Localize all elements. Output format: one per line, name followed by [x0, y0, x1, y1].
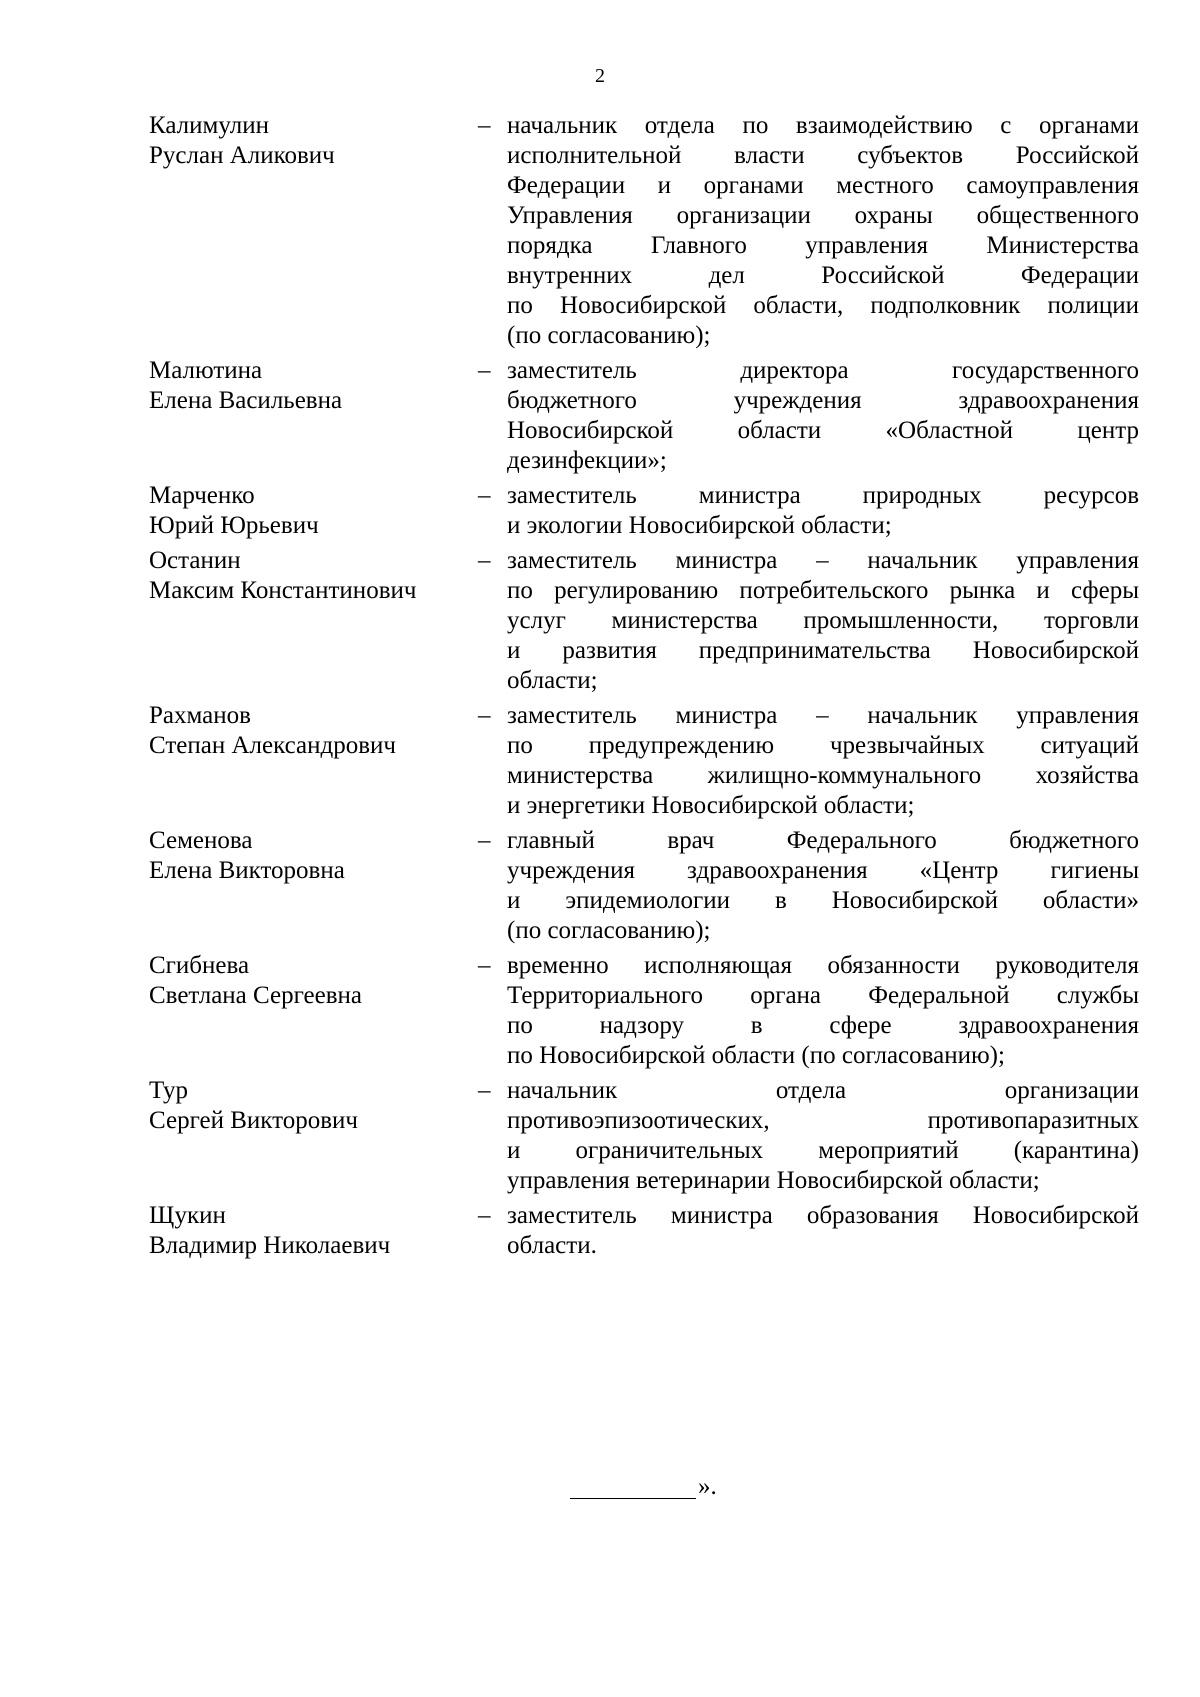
member-surname: Тур — [149, 1077, 189, 1104]
member-role-line: и эпидемиологии в Новосибирской области» — [507, 887, 1139, 914]
member-given-names: Сергей Викторович — [149, 1107, 358, 1134]
member-role-line: управления ветеринарии Новосибирской области; — [507, 1167, 1040, 1194]
member-role — [507, 1201, 1139, 1261]
member-name — [149, 1201, 469, 1261]
member-surname: Щукин — [149, 1202, 226, 1229]
member-name — [149, 356, 469, 416]
member-name — [149, 701, 469, 761]
member-role-line: Федерации и органами местного самоуправления — [507, 172, 1139, 199]
member-role-line: заместитель министра природных ресурсов — [507, 482, 1139, 509]
member-role-line: бюджетного учреждения здравоохранения — [507, 387, 1139, 414]
member-role-line: дезинфекции»; — [507, 447, 667, 474]
member-role-line: по регулированию потребительского рынка и сферы — [507, 577, 1139, 604]
member-role-line: и развития предпринимательства Новосибирской — [507, 637, 1139, 664]
member-role-line: Территориального органа Федеральной службы — [507, 982, 1139, 1009]
member-role-line: временно исполняющая обязанности руководителя — [507, 952, 1139, 979]
member-role — [507, 826, 1139, 946]
member-role-line: и ограничительных мероприятий (карантина) — [507, 1137, 1139, 1164]
closing-quote-mark: ». — [698, 1473, 717, 1500]
member-role-line: (по согласованию); — [507, 322, 711, 349]
member-name — [149, 481, 469, 541]
member-role-line: услуг министерства промышленности, торговли — [507, 607, 1139, 634]
member-role-line: по Новосибирской области, подполковник полиции — [507, 292, 1139, 319]
member-role — [507, 1076, 1139, 1196]
member-role-line: начальник отдела по взаимодействию с органами — [507, 112, 1139, 139]
member-role — [507, 481, 1139, 541]
member-role-line: по Новосибирской области (по согласованию); — [507, 1042, 1005, 1069]
member-role-line: Новосибирской области «Областной центр — [507, 417, 1139, 444]
member-role-line: противоэпизоотических, противопаразитных — [507, 1107, 1139, 1134]
member-name — [149, 951, 469, 1011]
member-dash: – — [478, 702, 491, 729]
member-role — [507, 951, 1139, 1071]
member-surname: Семенова — [149, 827, 253, 854]
member-role-line: внутренних дел Российской Федерации — [507, 262, 1139, 289]
member-given-names: Светлана Сергеевна — [149, 982, 363, 1009]
member-role — [507, 111, 1139, 351]
member-role-line: заместитель министра – начальник управления — [507, 547, 1139, 574]
member-surname: Марченко — [149, 482, 255, 509]
member-role-line: учреждения здравоохранения «Центр гигиены — [507, 857, 1139, 884]
member-dash: – — [478, 112, 491, 139]
closing-rule — [570, 1498, 696, 1499]
member-dash: – — [478, 1202, 491, 1229]
member-given-names: Максим Константинович — [149, 577, 417, 604]
member-role-line: главный врач Федерального бюджетного — [507, 827, 1139, 854]
page-number: 2 — [595, 65, 605, 87]
member-surname: Рахманов — [149, 702, 251, 729]
member-role-line: порядка Главного управления Министерства — [507, 232, 1139, 259]
member-dash: – — [478, 482, 491, 509]
member-dash: – — [478, 1077, 491, 1104]
member-surname: Калимулин — [149, 112, 269, 139]
member-surname: Малютина — [149, 357, 263, 384]
member-role-line: начальник отдела организации — [507, 1077, 1139, 1104]
member-given-names: Владимир Николаевич — [149, 1232, 391, 1259]
member-given-names: Елена Васильевна — [149, 387, 343, 414]
member-role-line: по предупреждению чрезвычайных ситуаций — [507, 732, 1139, 759]
member-name — [149, 826, 469, 886]
member-given-names: Юрий Юрьевич — [149, 512, 319, 539]
member-role-line: и экологии Новосибирской области; — [507, 512, 892, 539]
member-role-line: министерства жилищно-коммунального хозяйства — [507, 762, 1139, 789]
member-role-line: по надзору в сфере здравоохранения — [507, 1012, 1139, 1039]
member-role-line: и энергетики Новосибирской области; — [507, 792, 915, 819]
member-dash: – — [478, 357, 491, 384]
member-name — [149, 546, 469, 606]
member-role — [507, 701, 1139, 821]
member-name — [149, 1076, 469, 1136]
member-surname: Сгибнева — [149, 952, 250, 979]
member-role-line: исполнительной власти субъектов Российской — [507, 142, 1139, 169]
member-role-line: области. — [507, 1232, 597, 1259]
member-role-line: заместитель директора государственного — [507, 357, 1139, 384]
member-given-names: Руслан Аликович — [149, 142, 335, 169]
member-name — [149, 111, 469, 171]
member-role — [507, 356, 1139, 476]
member-role-line: заместитель министра образования Новосибирской — [507, 1202, 1139, 1229]
member-given-names: Елена Викторовна — [149, 857, 345, 884]
member-dash: – — [478, 547, 491, 574]
member-dash: – — [478, 952, 491, 979]
member-role-line: Управления организации охраны общественного — [507, 202, 1139, 229]
member-dash: – — [478, 827, 491, 854]
member-given-names: Степан Александрович — [149, 732, 396, 759]
member-role-line: (по согласованию); — [507, 917, 711, 944]
member-surname: Останин — [149, 547, 241, 574]
member-role-line: области; — [507, 667, 598, 694]
member-role-line: заместитель министра – начальник управления — [507, 702, 1139, 729]
member-role — [507, 546, 1139, 696]
